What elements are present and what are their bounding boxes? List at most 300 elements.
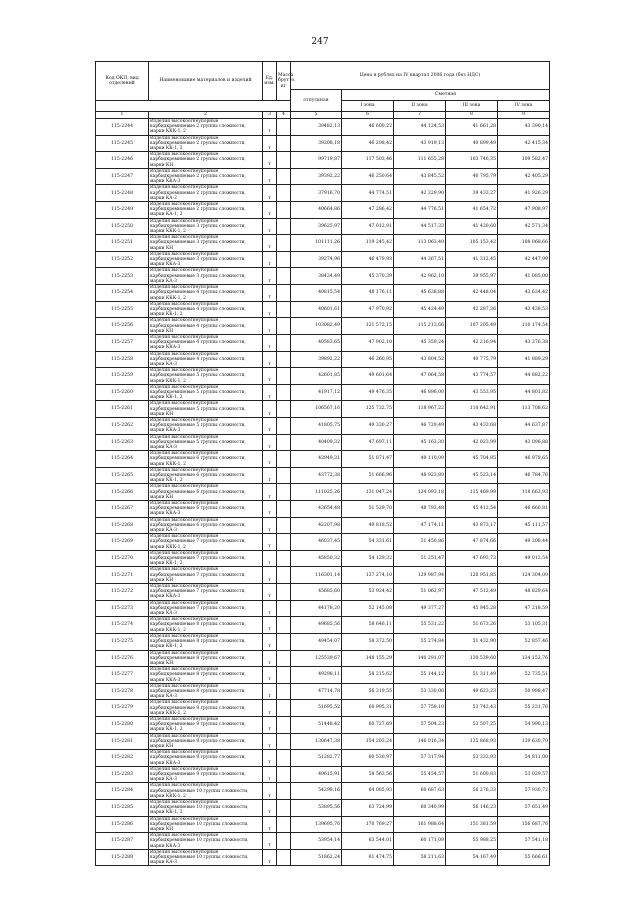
row-unit: т <box>263 185 277 202</box>
price-zone-1: 52 145,08 <box>342 600 394 617</box>
table-row <box>96 202 550 219</box>
price-zone-3: 42 023,99 <box>446 434 498 451</box>
row-code: 115-2272 <box>96 584 149 601</box>
price-zone-2: 47 064,58 <box>394 368 446 385</box>
table-row <box>96 733 550 750</box>
price-zone-2: 51 251,47 <box>394 550 446 567</box>
price-release: 106567,16 <box>291 401 342 418</box>
row-unit: т <box>263 318 277 335</box>
row-mass <box>277 119 291 136</box>
table-row <box>96 600 550 617</box>
price-zone-1: 48 176,11 <box>342 285 394 302</box>
price-zone-3: 51 311,49 <box>446 667 498 684</box>
table-row <box>96 351 550 368</box>
price-release: 39892,22 <box>291 351 342 368</box>
table-row <box>96 550 550 567</box>
price-zone-3: 105 153,42 <box>446 235 498 252</box>
row-unit: т <box>263 434 277 451</box>
row-code: 115-2279 <box>96 700 149 717</box>
row-code: 115-2274 <box>96 617 149 634</box>
row-code: 115-2256 <box>96 318 149 335</box>
price-zone-1: 46 479,93 <box>342 251 394 268</box>
price-zone-2: 55 274,84 <box>394 633 446 650</box>
price-zone-3: 51 432,90 <box>446 633 498 650</box>
price-zone-1: 63 544,01 <box>342 833 394 850</box>
row-name: Изделия высокоогнеупорные карбидкремниевые 2 группы сложности, марки ККК-1, 2 <box>149 119 263 136</box>
row-unit: т <box>263 584 277 601</box>
row-name: Изделия высокоогнеупорные карбидкремниевые 4 группы сложности, марки ККА-3 <box>149 334 263 351</box>
row-name: Изделия высокоогнеупорные карбидкремниевые 3 группы сложности, марки КН <box>149 235 263 252</box>
price-zone-2: 146 016,34 <box>394 733 446 750</box>
row-code: 115-2270 <box>96 550 149 567</box>
price-zone-3: 43 873,17 <box>446 517 498 534</box>
price-release: 53895,56 <box>291 799 342 816</box>
row-unit: т <box>263 251 277 268</box>
row-unit: т <box>263 467 277 484</box>
header-estimate: Сметная <box>342 90 550 101</box>
price-release: 39392,22 <box>291 168 342 185</box>
price-zone-3: 110 642,91 <box>446 401 498 418</box>
price-zone-3: 56 276,33 <box>446 783 498 800</box>
row-mass <box>277 650 291 667</box>
row-mass <box>277 667 291 684</box>
price-zone-2: 60 340,99 <box>394 799 446 816</box>
price-zone-4: 43 390,14 <box>498 119 550 136</box>
price-zone-2: 57 504,23 <box>394 716 446 733</box>
price-zone-1: 119 245,42 <box>342 235 394 252</box>
price-release: 130647,38 <box>291 733 342 750</box>
header-code: Код ОКП, вид отделений <box>96 62 149 101</box>
price-release: 51695,52 <box>291 700 342 717</box>
price-zone-4: 53 105,31 <box>498 617 550 634</box>
row-name: Изделия высокоогнеупорные карбидкремниевые 7 группы сложности, марки КА-3 <box>149 600 263 617</box>
row-unit: т <box>263 417 277 434</box>
price-zone-2: 44 776,51 <box>394 202 446 219</box>
price-zone-3: 107 205,49 <box>446 318 498 335</box>
price-zone-2: 45 163,30 <box>394 434 446 451</box>
col-number: 9 <box>498 112 550 119</box>
row-name: Изделия высокоогнеупорные карбидкремниевые 10 группы сложности, марки КА-3 <box>149 849 263 866</box>
row-unit: т <box>263 750 277 767</box>
price-zone-4: 110 174,54 <box>498 318 550 335</box>
row-code: 115-2251 <box>96 235 149 252</box>
price-zone-3: 42 216,94 <box>446 334 498 351</box>
price-zone-4: 54 811,00 <box>498 750 550 767</box>
row-name: Изделия высокоогнеупорные карбидкремниевые 6 группы сложности, марки КА-3 <box>149 517 263 534</box>
row-code: 115-2281 <box>96 733 149 750</box>
row-unit: т <box>263 633 277 650</box>
row-name: Изделия высокоогнеупорные карбидкремниевые 9 группы сложности, марки КН <box>149 733 263 750</box>
table-row <box>96 534 550 551</box>
table-row <box>96 417 550 434</box>
price-zone-1: 121 572,15 <box>342 318 394 335</box>
row-name: Изделия высокоогнеупорные карбидкремниевые 3 группы сложности, марки ККК-1, 2 <box>149 218 263 235</box>
price-release: 139695,76 <box>291 816 342 833</box>
row-name: Изделия высокоогнеупорные карбидкремниевые 2 группы сложности, марки ККА-3 <box>149 168 263 185</box>
row-unit: т <box>263 733 277 750</box>
price-zone-4: 49 013,54 <box>498 550 550 567</box>
row-code: 115-2262 <box>96 417 149 434</box>
price-zone-1: 46 600,22 <box>342 119 394 136</box>
price-zone-2: 53 330,06 <box>394 683 446 700</box>
row-mass <box>277 799 291 816</box>
row-unit: т <box>263 152 277 169</box>
row-code: 115-2288 <box>96 849 149 866</box>
price-zone-3: 53 507,25 <box>446 716 498 733</box>
row-name: Изделия высокоогнеупорные карбидкремниевые 3 группы сложности, марки ККА-3 <box>149 251 263 268</box>
price-zone-4: 47 218,59 <box>498 600 550 617</box>
table-row <box>96 683 550 700</box>
row-mass <box>277 700 291 717</box>
price-zone-3: 54 167,49 <box>446 849 498 866</box>
row-mass <box>277 451 291 468</box>
price-zone-3: 41 420,60 <box>446 218 498 235</box>
table-row <box>96 849 550 866</box>
row-unit: т <box>263 135 277 152</box>
row-unit: т <box>263 799 277 816</box>
price-release: 51448,42 <box>291 716 342 733</box>
row-unit: т <box>263 384 277 401</box>
price-zone-3: 130 539,60 <box>446 650 498 667</box>
price-zone-3: 45 704,85 <box>446 451 498 468</box>
price-zone-2: 60 687,63 <box>394 783 446 800</box>
row-code: 115-2249 <box>96 202 149 219</box>
price-zone-3: 40 775,79 <box>446 351 498 368</box>
table-row <box>96 268 550 285</box>
price-zone-4: 46 660,81 <box>498 501 550 518</box>
row-mass <box>277 750 291 767</box>
price-zone-4: 57 651,49 <box>498 799 550 816</box>
row-unit: т <box>263 235 277 252</box>
price-zone-1: 137 274,10 <box>342 567 394 584</box>
price-zone-1: 64 085,93 <box>342 783 394 800</box>
price-zone-4: 41 926,29 <box>498 185 550 202</box>
price-zone-3: 56 146,23 <box>446 799 498 816</box>
header-zone-1: I зона <box>342 101 394 112</box>
price-release: 40815,54 <box>291 285 342 302</box>
price-zone-1: 148 155,29 <box>342 650 394 667</box>
price-zone-3: 41 654,72 <box>446 202 498 219</box>
row-name: Изделия высокоогнеупорные карбидкремниевые 4 группы сложности, марки КА-3 <box>149 351 263 368</box>
price-zone-3: 53 743,43 <box>446 700 498 717</box>
price-zone-3: 42 448,04 <box>446 285 498 302</box>
row-unit: т <box>263 783 277 800</box>
row-unit: т <box>263 268 277 285</box>
price-zone-1: 63 724,99 <box>342 799 394 816</box>
row-mass <box>277 584 291 601</box>
row-unit: т <box>263 849 277 866</box>
price-zone-1: 46 260,95 <box>342 351 394 368</box>
row-name: Изделия высокоогнеупорные карбидкремниевые 8 группы сложности, марки КК-1, 2 <box>149 633 263 650</box>
row-mass <box>277 617 291 634</box>
price-release: 37916,70 <box>291 185 342 202</box>
row-name: Изделия высокоогнеупорные карбидкремниевые 2 группы сложности, марки КА-2 <box>149 185 263 202</box>
header-price-group: Цена в рублях на IV квартал 2006 года (без НДС) <box>291 62 550 90</box>
price-zone-3: 49 623,23 <box>446 683 498 700</box>
price-zone-2: 43 804,52 <box>394 351 446 368</box>
price-release: 40601,61 <box>291 301 342 318</box>
row-name: Изделия высокоогнеупорные карбидкремниевые 9 группы сложности, марки ККК-1, 2 <box>149 700 263 717</box>
row-name: Изделия высокоогнеупорные карбидкремниевые 10 группы сложности, марки ККК-1, 2 <box>149 783 263 800</box>
price-release: 51862,24 <box>291 849 342 866</box>
price-zone-3: 51 673,26 <box>446 617 498 634</box>
price-table <box>95 61 550 866</box>
table-row <box>96 667 550 684</box>
price-zone-1: 58 372,50 <box>342 633 394 650</box>
price-zone-2: 49 110,09 <box>394 451 446 468</box>
price-zone-4: 48 829,64 <box>498 584 550 601</box>
price-zone-3: 51 600,83 <box>446 766 498 783</box>
price-zone-2: 42 962,10 <box>394 268 446 285</box>
header-zone-4: IV зона <box>498 101 550 112</box>
row-unit: т <box>263 700 277 717</box>
col-number: 1 <box>96 112 149 119</box>
price-zone-1: 54 129,32 <box>342 550 394 567</box>
price-zone-3: 103 746,35 <box>446 152 498 169</box>
price-zone-4: 47 908,97 <box>498 202 550 219</box>
row-mass <box>277 185 291 202</box>
price-release: 45850,32 <box>291 550 342 567</box>
price-release: 43772,38 <box>291 467 342 484</box>
row-code: 115-2278 <box>96 683 149 700</box>
price-release: 42207,98 <box>291 517 342 534</box>
row-name: Изделия высокоогнеупорные карбидкремниевые 6 группы сложности, марки КК-1, 2 <box>149 467 263 484</box>
price-zone-4: 57 541,18 <box>498 833 550 850</box>
row-unit: т <box>263 119 277 136</box>
row-code: 115-2287 <box>96 833 149 850</box>
price-zone-1: 117 503,46 <box>342 152 394 169</box>
table-row <box>96 617 550 634</box>
row-unit: т <box>263 301 277 318</box>
row-name: Изделия высокоогнеупорные карбидкремниевые 8 группы сложности, марки КН <box>149 650 263 667</box>
row-unit: т <box>263 766 277 783</box>
price-zone-4: 41 085,00 <box>498 268 550 285</box>
row-mass <box>277 849 291 866</box>
page-number: 247 <box>311 37 329 47</box>
price-zone-1: 49 476,35 <box>342 384 394 401</box>
price-zone-2: 44 124,53 <box>394 119 446 136</box>
row-mass <box>277 401 291 418</box>
row-mass <box>277 550 291 567</box>
price-zone-1: 47 697,11 <box>342 434 394 451</box>
row-unit: т <box>263 401 277 418</box>
table-row <box>96 301 550 318</box>
col-number: 2 <box>149 112 263 119</box>
price-zone-4: 109 582,47 <box>498 152 550 169</box>
row-code: 115-2264 <box>96 451 149 468</box>
row-mass <box>277 501 291 518</box>
price-zone-1: 46 250,64 <box>342 168 394 185</box>
price-zone-3: 43 774,57 <box>446 368 498 385</box>
table-row <box>96 334 550 351</box>
price-release: 44178,20 <box>291 600 342 617</box>
price-release: 40409,32 <box>291 434 342 451</box>
row-mass <box>277 318 291 335</box>
price-zone-3: 43 433,68 <box>446 417 498 434</box>
price-zone-2: 43 845,52 <box>394 168 446 185</box>
table-row <box>96 318 550 335</box>
table-row <box>96 650 550 667</box>
price-zone-3: 47 874,66 <box>446 534 498 551</box>
price-zone-1: 60 727,69 <box>342 716 394 733</box>
row-name: Изделия высокоогнеупорные карбидкремниевые 8 группы сложности, марки ККА-3 <box>149 667 263 684</box>
row-name: Изделия высокоогнеупорные карбидкремниевые 8 группы сложности, марки КА-3 <box>149 683 263 700</box>
row-name: Изделия высокоогнеупорные карбидкремниевые 5 группы сложности, марки КК-1, 2 <box>149 384 263 401</box>
row-code: 115-2283 <box>96 766 149 783</box>
row-mass <box>277 301 291 318</box>
price-release: 111025,26 <box>291 484 342 501</box>
table-row <box>96 218 550 235</box>
price-release: 51282,77 <box>291 750 342 767</box>
price-zone-3: 39 955,97 <box>446 268 498 285</box>
table-row <box>96 451 550 468</box>
price-zone-4: 52 735,51 <box>498 667 550 684</box>
row-code: 115-2267 <box>96 501 149 518</box>
row-name: Изделия высокоогнеупорные карбидкремниевые 2 группы сложности, марки КК-1, 2 <box>149 135 263 152</box>
price-zone-2: 48 793,48 <box>394 501 446 518</box>
row-name: Изделия высокоогнеупорные карбидкремниевые 9 группы сложности, марки ККА-3 <box>149 750 263 767</box>
row-name: Изделия высокоогнеупорные карбидкремниевые 7 группы сложности, марки ККК-1, 2 <box>149 534 263 551</box>
row-name: Изделия высокоогнеупорные карбидкремниевые 5 группы сложности, марки КН <box>149 401 263 418</box>
table-row <box>96 783 550 800</box>
price-zone-3: 53 333,93 <box>446 750 498 767</box>
price-zone-4: 134 152,76 <box>498 650 550 667</box>
row-code: 115-2280 <box>96 716 149 733</box>
price-release: 49298,11 <box>291 667 342 684</box>
row-unit: т <box>263 650 277 667</box>
row-unit: т <box>263 168 277 185</box>
price-zone-2: 140 291,07 <box>394 650 446 667</box>
row-code: 115-2277 <box>96 667 149 684</box>
price-zone-2: 51 450,86 <box>394 534 446 551</box>
row-unit: т <box>263 833 277 850</box>
price-zone-2: 118 967,22 <box>394 401 446 418</box>
price-zone-4: 45 111,57 <box>498 517 550 534</box>
row-mass <box>277 517 291 534</box>
row-unit: т <box>263 285 277 302</box>
col-number: 7 <box>394 112 446 119</box>
row-code: 115-2254 <box>96 285 149 302</box>
price-zone-1: 51 529,70 <box>342 501 394 518</box>
table-row <box>96 700 550 717</box>
price-zone-4: 43 096,88 <box>498 434 550 451</box>
row-mass <box>277 218 291 235</box>
row-mass <box>277 534 291 551</box>
table-row <box>96 833 550 850</box>
row-mass <box>277 235 291 252</box>
price-release: 40664,86 <box>291 202 342 219</box>
row-code: 115-2276 <box>96 650 149 667</box>
row-code: 115-2263 <box>96 434 149 451</box>
row-code: 115-2273 <box>96 600 149 617</box>
row-mass <box>277 285 291 302</box>
row-mass <box>277 368 291 385</box>
row-code: 115-2261 <box>96 401 149 418</box>
row-code: 115-2269 <box>96 534 149 551</box>
price-release: 42601,85 <box>291 368 342 385</box>
row-unit: т <box>263 334 277 351</box>
row-code: 115-2266 <box>96 484 149 501</box>
header-unit: Ед. изм. <box>263 62 277 101</box>
row-mass <box>277 833 291 850</box>
header-zone-2: II зона <box>394 101 446 112</box>
row-name: Изделия высокоогнеупорные карбидкремниевые 5 группы сложности, марки ККА-3 <box>149 417 263 434</box>
table-row <box>96 135 550 152</box>
price-release: 39625,97 <box>291 218 342 235</box>
price-zone-4: 42 405,29 <box>498 168 550 185</box>
price-zone-1: 47 012,91 <box>342 218 394 235</box>
price-release: 53954,14 <box>291 833 342 850</box>
row-name: Изделия высокоогнеупорные карбидкремниевые 9 группы сложности, марки КА-3 <box>149 766 263 783</box>
row-name: Изделия высокоогнеупорные карбидкремниевые 5 группы сложности, марки ККК-1, 2 <box>149 368 263 385</box>
row-unit: т <box>263 567 277 584</box>
price-zone-1: 170 769,27 <box>342 816 394 833</box>
price-zone-1: 58 215,62 <box>342 667 394 684</box>
row-name: Изделия высокоогнеупорные карбидкремниевые 3 группы сложности, марки КА-3 <box>149 268 263 285</box>
row-name: Изделия высокоогнеупорные карбидкремниевые 10 группы сложности, марки ККА-3 <box>149 833 263 850</box>
row-name: Изделия высокоогнеупорные карбидкремниевые 4 группы сложности, марки ККК-1, 2 <box>149 285 263 302</box>
row-unit: т <box>263 534 277 551</box>
price-release: 45685,60 <box>291 584 342 601</box>
price-zone-1: 47 902,10 <box>342 334 394 351</box>
row-mass <box>277 334 291 351</box>
price-release: 101111,26 <box>291 235 342 252</box>
price-zone-1: 53 924,42 <box>342 584 394 601</box>
price-zone-2: 44 517,33 <box>394 218 446 235</box>
row-unit: т <box>263 550 277 567</box>
col-number: 8 <box>446 112 498 119</box>
row-mass <box>277 633 291 650</box>
row-name: Изделия высокоогнеупорные карбидкремниевые 7 группы сложности, марки ККА-3 <box>149 584 263 601</box>
row-mass <box>277 816 291 833</box>
price-zone-2: 45 359,24 <box>394 334 446 351</box>
header-name: Наименование материалов и изделий <box>149 62 263 101</box>
price-zone-1: 61 474,75 <box>342 849 394 866</box>
price-zone-2: 113 063,40 <box>394 235 446 252</box>
table-row <box>96 484 550 501</box>
price-release: 49615,91 <box>291 766 342 783</box>
price-zone-2: 49 377,27 <box>394 600 446 617</box>
price-zone-2: 111 655,28 <box>394 152 446 169</box>
price-zone-3: 40 899,49 <box>446 135 498 152</box>
row-code: 115-2253 <box>96 268 149 285</box>
price-zone-2: 45 638,88 <box>394 285 446 302</box>
price-zone-4: 44 801,82 <box>498 384 550 401</box>
table-row <box>96 567 550 584</box>
price-release: 116301,14 <box>291 567 342 584</box>
price-release: 40583,65 <box>291 334 342 351</box>
table-row <box>96 401 550 418</box>
price-zone-4: 124 304,09 <box>498 567 550 584</box>
price-zone-3: 45 945,28 <box>446 600 498 617</box>
row-code: 115-2286 <box>96 816 149 833</box>
price-release: 41805,75 <box>291 417 342 434</box>
price-zone-1: 49 330,27 <box>342 417 394 434</box>
price-zone-3: 120 951,85 <box>446 567 498 584</box>
row-mass <box>277 351 291 368</box>
price-zone-2: 57 317,94 <box>394 750 446 767</box>
price-zone-4: 44 882,22 <box>498 368 550 385</box>
price-zone-3: 43 553,95 <box>446 384 498 401</box>
row-unit: т <box>263 202 277 219</box>
table-row <box>96 750 550 767</box>
row-code: 115-2258 <box>96 351 149 368</box>
row-name: Изделия высокоогнеупорные карбидкремниевые 5 группы сложности, марки КА-3 <box>149 434 263 451</box>
price-release: 46037,45 <box>291 534 342 551</box>
price-zone-2: 48 923,89 <box>394 467 446 484</box>
row-mass <box>277 251 291 268</box>
table-row <box>96 285 550 302</box>
